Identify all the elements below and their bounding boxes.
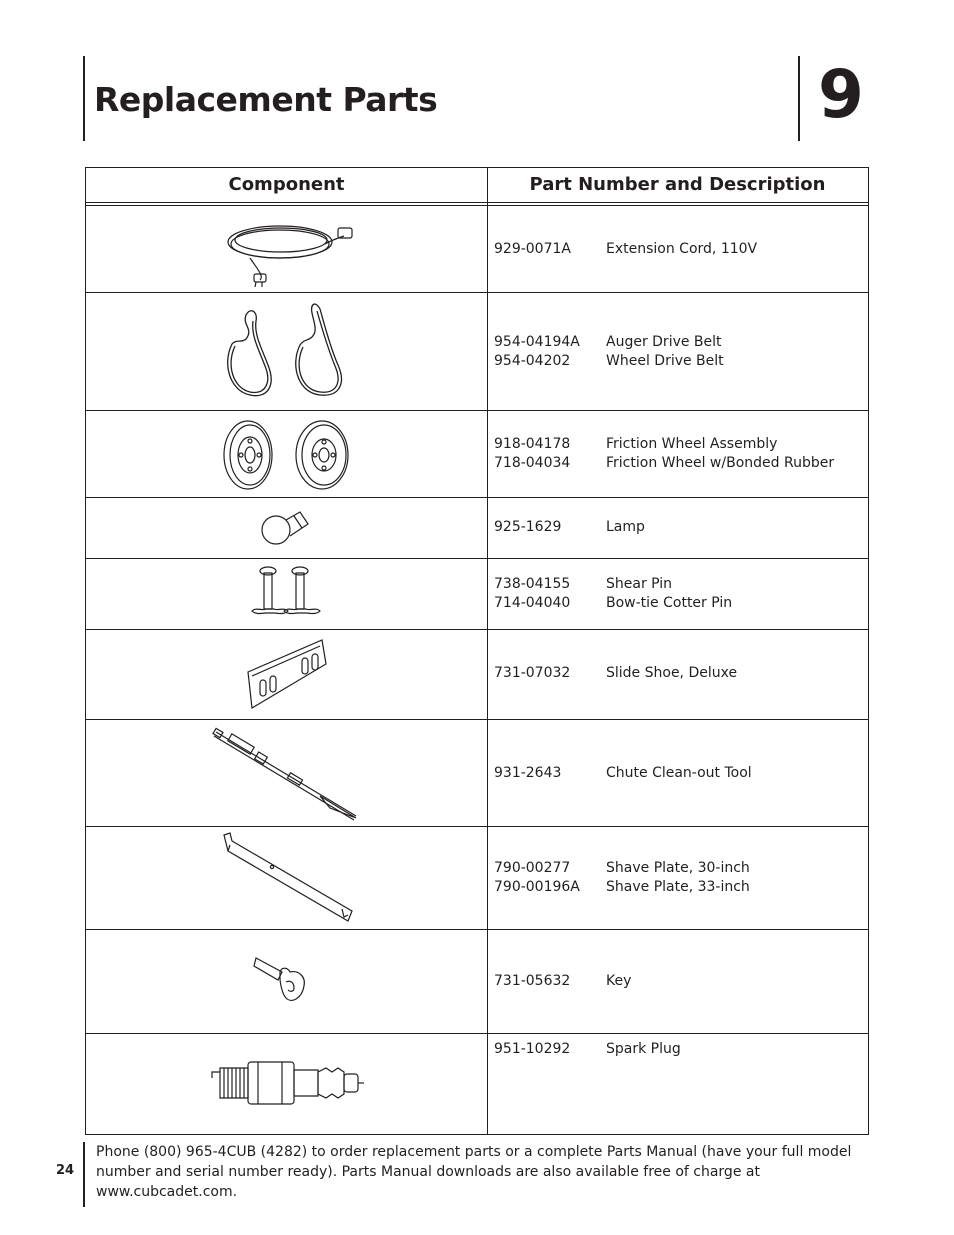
table-row [86, 720, 868, 827]
part-number: 954-04202 [494, 353, 571, 369]
part-number: 951-10292 [494, 1041, 571, 1057]
table-row [86, 930, 868, 1034]
part-number: 925-1629 [494, 519, 562, 535]
part-description: Friction Wheel w/Bonded Rubber [606, 455, 835, 471]
part-number: 714-04040 [494, 595, 571, 611]
table-row [86, 498, 868, 559]
part-description: Key [606, 973, 632, 989]
component-cell [86, 827, 487, 929]
part-description: Slide Shoe, Deluxe [606, 665, 738, 681]
part-description: Extension Cord, 110V [606, 241, 758, 257]
part-line [494, 454, 834, 473]
part-number: 929-0071A [494, 241, 571, 257]
part-list [494, 764, 752, 783]
footer-note: Phone (800) 965-4CUB (4282) to order replacement parts or a complete Parts Manual (have your full model number and serial number ready). Parts Manual downloads are also available free of charge at www.cubcadet.com. [96, 1144, 852, 1200]
chapter-number: 9 [818, 56, 864, 133]
part-number: 790-00196A [494, 879, 580, 895]
part-description: Shave Plate, 30-inch [606, 860, 750, 876]
part-description: Shave Plate, 33-inch [606, 879, 750, 895]
part-description: Friction Wheel Assembly [606, 436, 778, 452]
part-line [494, 878, 750, 897]
footer-rule [83, 1142, 85, 1207]
part-number: 954-04194A [494, 334, 580, 350]
part-description: Chute Clean-out Tool [606, 765, 752, 781]
component-cell [86, 293, 487, 410]
table-row [86, 630, 868, 720]
chapter-rule [798, 56, 800, 141]
part-description: Shear Pin [606, 576, 673, 592]
part-line [494, 518, 645, 537]
part-description: Lamp [606, 519, 645, 535]
part-list [494, 859, 750, 897]
page-number: 24 [56, 1163, 75, 1178]
part-line [494, 594, 732, 613]
component-cell [86, 630, 487, 719]
shave-plate-icon [216, 831, 356, 923]
part-description: Spark Plug [606, 1041, 681, 1057]
component-cell [86, 411, 487, 497]
part-number: 731-07032 [494, 665, 571, 681]
component-cell [86, 1034, 487, 1134]
part-list [494, 575, 732, 613]
part-list [494, 240, 757, 259]
part-description: Bow-tie Cotter Pin [606, 595, 733, 611]
part-list [494, 972, 631, 991]
friction-wheel-icon [220, 417, 356, 493]
table-row [86, 559, 868, 630]
key-icon [252, 948, 316, 1012]
part-number: 738-04155 [494, 576, 571, 592]
part-list [494, 518, 645, 537]
slide-shoe-icon [244, 636, 330, 712]
table-row [86, 1034, 868, 1134]
header-rule [86, 202, 868, 203]
part-line [494, 1040, 681, 1059]
part-number: 931-2643 [494, 765, 562, 781]
drive-belt-icon [220, 299, 350, 404]
part-line [494, 575, 732, 594]
table-row [86, 293, 868, 411]
shear-pin-icon [246, 565, 326, 625]
extension-cord-icon [220, 218, 360, 288]
spark-plug-icon [208, 1056, 368, 1110]
table-row [86, 411, 868, 498]
table-row [86, 827, 868, 930]
part-number: 731-05632 [494, 973, 571, 989]
lamp-icon [260, 508, 312, 548]
page-title: Replacement Parts [94, 80, 438, 119]
part-list [494, 664, 737, 683]
part-description: Wheel Drive Belt [606, 353, 724, 369]
component-cell [86, 559, 487, 629]
clean-out-tool-icon [210, 726, 360, 822]
component-cell [86, 498, 487, 558]
part-line [494, 972, 631, 991]
part-list [494, 333, 724, 371]
part-list [494, 435, 834, 473]
part-line [494, 764, 752, 783]
part-description: Auger Drive Belt [606, 334, 722, 350]
title-left-rule [83, 56, 85, 141]
part-number: 718-04034 [494, 455, 571, 471]
part-number: 790-00277 [494, 860, 571, 876]
component-cell [86, 720, 487, 826]
column-header-component: Component [228, 174, 345, 195]
part-line [494, 859, 750, 878]
part-line [494, 435, 834, 454]
part-line [494, 240, 757, 259]
part-line [494, 333, 724, 352]
part-line [494, 664, 737, 683]
column-header-part: Part Number and Description [529, 174, 826, 195]
parts-table [85, 167, 869, 1135]
part-number: 918-04178 [494, 436, 571, 452]
table-row [86, 206, 868, 293]
component-cell [86, 206, 487, 292]
component-cell [86, 930, 487, 1033]
part-line [494, 352, 724, 371]
part-list [494, 1040, 681, 1059]
